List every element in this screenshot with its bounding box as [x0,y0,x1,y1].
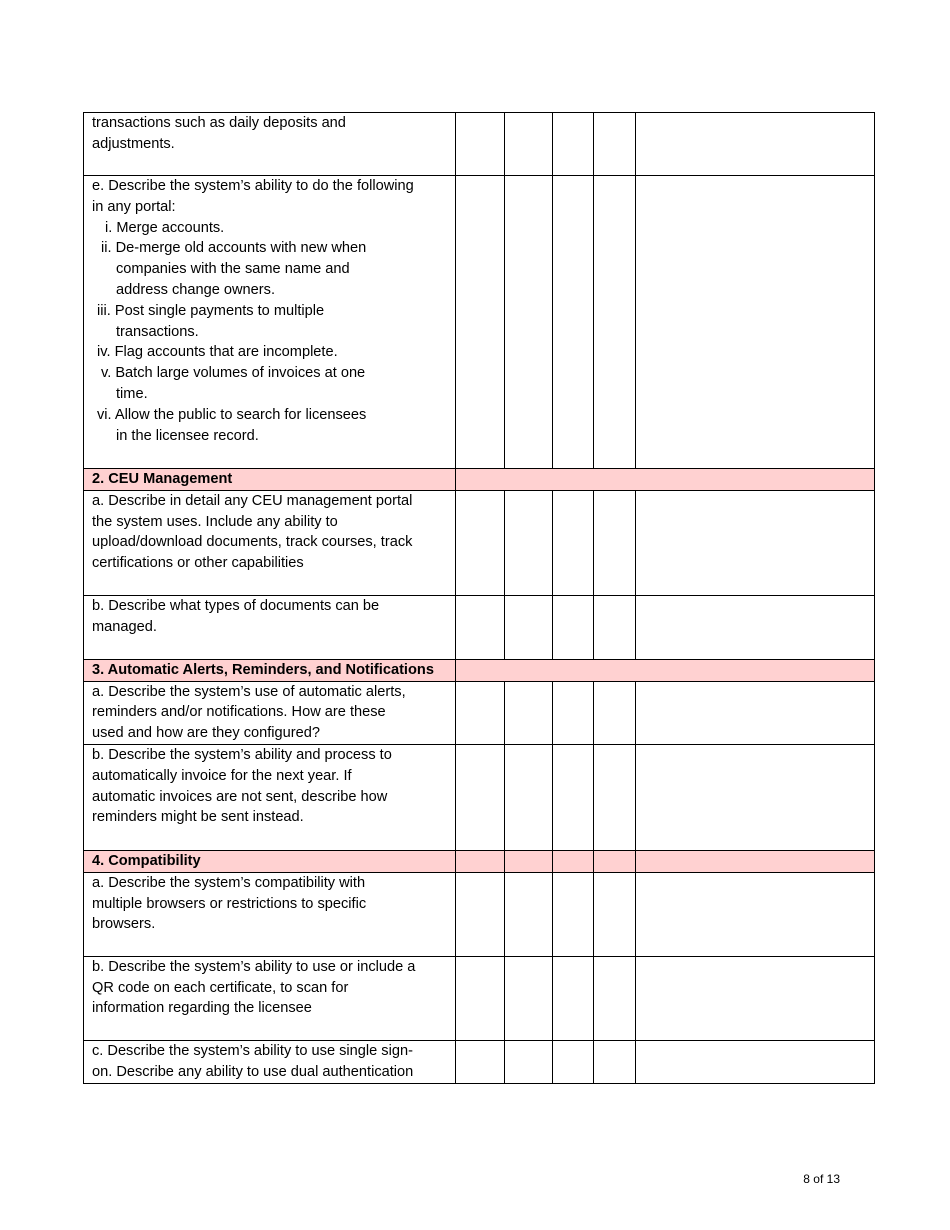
requirement-row [84,681,875,744]
section-header-row [84,850,875,872]
description-line: e. Describe the system’s ability to do the following [92,178,414,194]
description-line: reminders and/or notifications. How are these [92,704,386,721]
rating-cell-4[interactable] [594,490,636,595]
rating-cell-3[interactable] [553,744,594,850]
section-fill-cell [594,850,636,872]
description-line: b. Describe the system’s ability and process to [92,746,392,763]
response-cell[interactable] [636,113,875,176]
sub-item-line: time. [116,385,148,402]
rating-cell-2[interactable] [505,176,553,469]
page-number: 8 of 13 [803,1172,840,1186]
section-title: 4. Compatibility [92,852,201,869]
description-line: upload/download documents, track courses, track [92,534,413,551]
section-title-cell [84,659,456,681]
description-line: a. Describe in detail any CEU management portal [92,492,413,509]
rating-cell-4[interactable] [594,744,636,850]
rating-cell-3[interactable] [553,113,594,176]
response-cell[interactable] [636,956,875,1040]
description-line: reminders might be sent instead. [92,809,304,826]
requirement-description [84,681,456,744]
rating-cell-1[interactable] [456,1040,505,1083]
requirement-row [84,744,875,850]
response-cell[interactable] [636,595,875,659]
requirement-row [84,872,875,956]
rating-cell-4[interactable] [594,681,636,744]
description-line: certifications or other capabilities [92,555,304,572]
description-line: browsers. [92,916,156,933]
requirement-description [84,595,456,659]
requirement-description [84,113,456,176]
rating-cell-1[interactable] [456,490,505,595]
requirement-row [84,176,875,469]
section-header-row [84,659,875,681]
requirement-description [84,1040,456,1083]
description-line: information regarding the licensee [92,1000,312,1017]
rating-cell-4[interactable] [594,176,636,469]
description-line: QR code on each certificate, to scan for [92,979,349,996]
description-line: a. Describe the system’s compatibility with [92,874,366,891]
sub-item-line: transactions. [116,323,199,340]
description-line: b. Describe the system’s ability to use or include a [92,958,416,975]
section-title-cell [84,469,456,491]
section-fill-cell [505,850,553,872]
sub-item-line: iv. Flag accounts that are incomplete. [97,344,338,361]
description-line: adjustments. [92,135,175,152]
description-line: multiple browsers or restrictions to specific [92,895,367,912]
description-line: automatic invoices are not sent, describe how [92,788,388,805]
section-title: 3. Automatic Alerts, Reminders, and Notifications [92,661,434,678]
sub-item-line: companies with the same name and [116,261,350,278]
rating-cell-3[interactable] [553,956,594,1040]
requirement-row [84,113,875,176]
rating-cell-1[interactable] [456,113,505,176]
rating-cell-1[interactable] [456,595,505,659]
response-cell[interactable] [636,1040,875,1083]
description-line: a. Describe the system’s use of automatic alerts, [92,683,406,700]
description-line: the system uses. Include any ability to [92,513,338,530]
rating-cell-2[interactable] [505,681,553,744]
rating-cell-2[interactable] [505,744,553,850]
requirements-table-body [84,113,875,1084]
response-cell[interactable] [636,872,875,956]
rating-cell-2[interactable] [505,956,553,1040]
sub-item-line: ii. De-merge old accounts with new when [101,240,367,257]
rating-cell-4[interactable] [594,956,636,1040]
rating-cell-4[interactable] [594,595,636,659]
sub-item-line: vi. Allow the public to search for licensees [97,406,367,423]
section-title-cell [84,850,456,872]
sub-item-line: i. Merge accounts. [105,219,225,236]
requirement-row [84,490,875,595]
section-fill-cell [456,469,875,491]
response-cell[interactable] [636,490,875,595]
section-fill-cell [456,850,505,872]
rating-cell-1[interactable] [456,872,505,956]
description-line: transactions such as daily deposits and [92,115,346,131]
rating-cell-2[interactable] [505,490,553,595]
rating-cell-1[interactable] [456,176,505,469]
requirement-row [84,1040,875,1083]
rating-cell-4[interactable] [594,1040,636,1083]
rating-cell-1[interactable] [456,744,505,850]
rating-cell-3[interactable] [553,595,594,659]
rating-cell-3[interactable] [553,1040,594,1083]
response-cell[interactable] [636,744,875,850]
rating-cell-4[interactable] [594,113,636,176]
section-header-row [84,469,875,491]
sub-item-line: in the licensee record. [116,427,259,444]
rating-cell-1[interactable] [456,956,505,1040]
rating-cell-4[interactable] [594,872,636,956]
requirement-row [84,595,875,659]
description-line: c. Describe the system’s ability to use single sign- [92,1042,413,1059]
section-fill-cell [636,850,875,872]
description-line: automatically invoice for the next year. If [92,767,352,784]
requirement-row [84,956,875,1040]
rating-cell-2[interactable] [505,595,553,659]
rating-cell-2[interactable] [505,872,553,956]
description-line: in any portal: [92,198,176,215]
rating-cell-2[interactable] [505,1040,553,1083]
description-line: b. Describe what types of documents can be [92,597,380,614]
requirement-description [84,176,456,469]
rating-cell-1[interactable] [456,681,505,744]
sub-item-line: iii. Post single payments to multiple [97,302,325,319]
requirement-description [84,490,456,595]
rating-cell-2[interactable] [505,113,553,176]
rating-cell-3[interactable] [553,176,594,469]
description-line: on. Describe any ability to use dual authentication [92,1063,414,1080]
sub-item-line: address change owners. [116,281,276,298]
description-line: used and how are they configured? [92,725,320,742]
description-line: managed. [92,618,157,635]
rating-cell-3[interactable] [553,490,594,595]
section-title: 2. CEU Management [92,471,233,487]
section-fill-cell [553,850,594,872]
rating-cell-3[interactable] [553,872,594,956]
sub-item-line: v. Batch large volumes of invoices at one [101,365,366,382]
response-cell[interactable] [636,176,875,469]
rating-cell-3[interactable] [553,681,594,744]
requirement-description [84,872,456,956]
response-cell[interactable] [636,681,875,744]
requirements-table [83,112,875,1084]
section-fill-cell [456,659,875,681]
requirement-description [84,956,456,1040]
requirement-description [84,744,456,850]
